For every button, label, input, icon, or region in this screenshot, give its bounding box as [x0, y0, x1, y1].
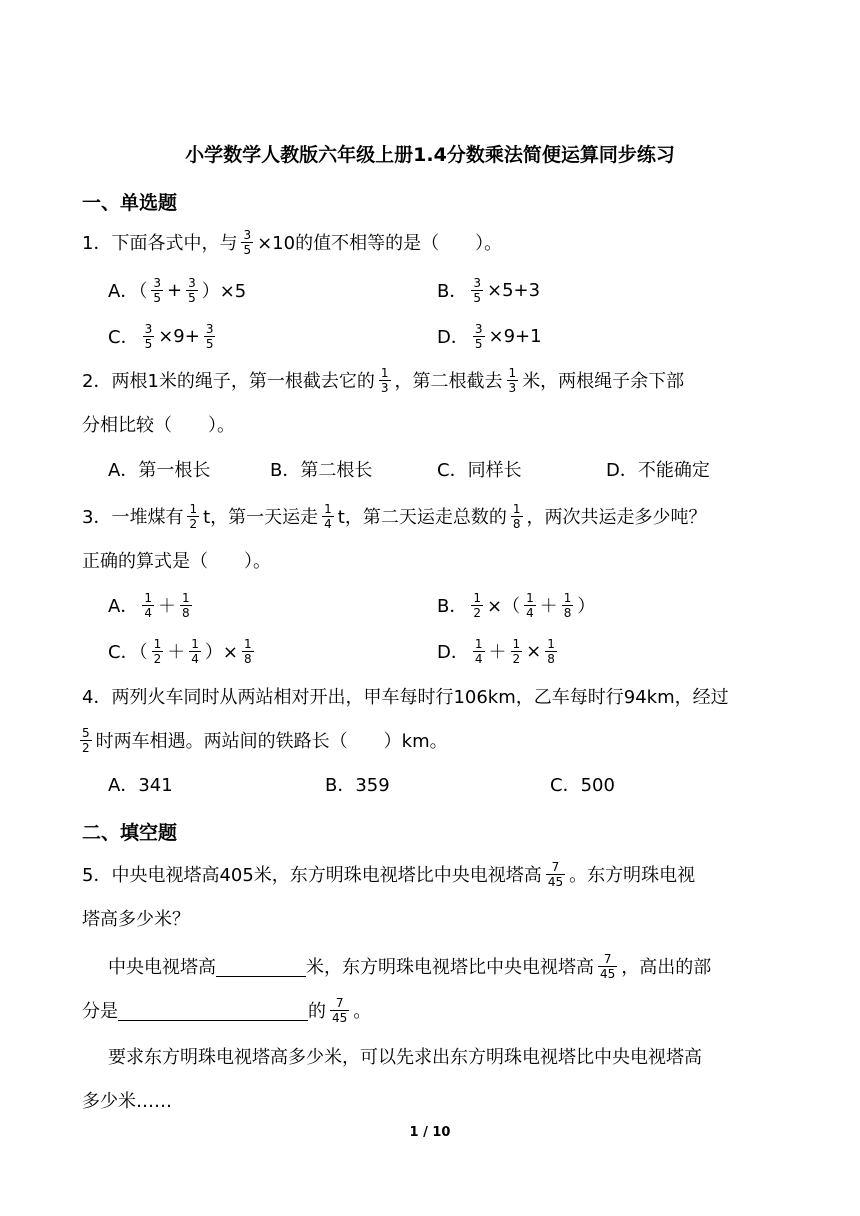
- question-5-hint-1: 中央电视塔高 米，东方明珠电视塔比中央电视塔高 $\frac{7}{45}$ ，高出的部: [108, 951, 712, 981]
- option-3d[interactable]: D． $\frac{1}{4}$ ＋ $\frac{1}{2}$ × $\frac{1}{8}$: [437, 636, 555, 666]
- fraction: $\frac{1}{8}$: [547, 636, 555, 666]
- answer-blank[interactable]: [118, 1000, 308, 1021]
- fraction: $\frac{3}{5}$: [188, 275, 196, 305]
- section-heading-fill-blank: 二、填空题: [82, 822, 178, 844]
- option-4b[interactable]: B．359: [325, 775, 390, 796]
- question-5-stem: 5．中央电视塔高405米，东方明珠电视塔比中央电视塔高 $\frac{7}{45}$ 。东方明珠电视: [82, 859, 696, 889]
- option-1a[interactable]: A．（ $\frac{3}{5}$ + $\frac{3}{5}$ ）×5: [108, 275, 247, 305]
- fraction: $\frac{1}{3}$: [508, 365, 517, 395]
- fraction: $\frac{1}{8}$: [181, 590, 190, 620]
- option-2c[interactable]: C．同样长: [437, 460, 522, 481]
- fraction: $\frac{1}{4}$: [191, 636, 199, 666]
- answer-blank[interactable]: [216, 956, 306, 977]
- option-4a[interactable]: A．341: [108, 775, 173, 796]
- question-4-stem: 4．两列火车同时从两站相对开出，甲车每时行106km，乙车每时行94km，经过: [82, 687, 729, 708]
- fraction: $\frac{1}{4}$: [144, 590, 152, 620]
- question-5-hint-2: 分是 的 $\frac{7}{45}$ 。: [82, 995, 372, 1025]
- fraction: $\frac{1}{4}$: [526, 590, 534, 620]
- fraction: $\frac{1}{8}$: [243, 636, 252, 666]
- fraction: $\frac{3}{5}$: [243, 227, 252, 257]
- option-3b[interactable]: B． $\frac{1}{2}$ ×（ $\frac{1}{4}$ ＋ $\frac{1}{8}$ ）: [437, 590, 596, 620]
- option-4c[interactable]: C．500: [550, 775, 615, 796]
- fraction: $\frac{3}{5}$: [144, 321, 153, 351]
- option-1d[interactable]: D． $\frac{3}{5}$ ×9+1: [437, 321, 542, 351]
- question-4-stem-cont: $\frac{5}{2}$ 时两车相遇。两站间的铁路长（ ）km。: [82, 725, 448, 755]
- fraction: $\frac{1}{3}$: [380, 365, 389, 395]
- question-3-stem-cont: 正确的算式是（ ）。: [82, 551, 271, 572]
- option-1c[interactable]: C． $\frac{3}{5}$ ×9+ $\frac{3}{5}$: [108, 321, 214, 351]
- fraction: $\frac{3}{5}$: [205, 321, 214, 351]
- fraction: $\frac{1}{8}$: [512, 501, 521, 531]
- option-3c[interactable]: C．（ $\frac{1}{2}$ ＋ $\frac{1}{4}$ ）× $\frac{1}{8}$: [108, 636, 252, 666]
- section-heading-single-choice: 一、单选题: [82, 192, 178, 214]
- option-1b[interactable]: B． $\frac{3}{5}$ ×5+3: [437, 275, 541, 305]
- fraction: $\frac{5}{2}$: [82, 725, 90, 755]
- fraction: $\frac{1}{4}$: [324, 501, 332, 531]
- option-2d[interactable]: D．不能确定: [606, 460, 710, 481]
- fraction: $\frac{7}{45}$: [600, 951, 616, 981]
- question-1-stem: [82, 222, 502, 262]
- fraction: $\frac{1}{2}$: [473, 590, 481, 620]
- question-5-stem-cont: 塔高多少米？: [82, 909, 190, 930]
- question-2-stem: 2．两根1米的绳子，第一根截去它的 $\frac{1}{3}$ ，第二根截去 $\frac{1}{3}$ 米，两根绳子余下部: [82, 365, 685, 395]
- question-5-hint-3-cont: 多少米……: [82, 1091, 172, 1112]
- fraction: $\frac{1}{2}$: [189, 501, 198, 531]
- fraction: $\frac{1}{8}$: [563, 590, 572, 620]
- fraction: $\frac{3}{5}$: [153, 275, 161, 305]
- question-2-stem-cont: 分相比较（ ）。: [82, 415, 235, 436]
- fraction: $\frac{1}{2}$: [512, 636, 521, 666]
- fraction: $\frac{7}{45}$: [547, 859, 564, 889]
- fraction: $\frac{1}{4}$: [474, 636, 483, 666]
- page-number: 1 / 10: [409, 1125, 451, 1140]
- q1-text-b: ×10的值不相等的是（ ）。: [257, 233, 503, 254]
- fraction: $\frac{1}{2}$: [153, 636, 162, 666]
- option-2b[interactable]: B．第二根长: [270, 460, 373, 481]
- question-3-stem: 3．一堆煤有 $\frac{1}{2}$ t，第一天运走 $\frac{1}{4}$ t，第二天运走总数的 $\frac{1}{8}$ ，两次共运走多少吨？: [82, 501, 707, 531]
- fraction: $\frac{3}{5}$: [473, 275, 481, 305]
- page-title: 小学数学人教版六年级上册1.4分数乘法简便运算同步练习: [185, 144, 675, 166]
- option-2a[interactable]: A．第一根长: [108, 460, 211, 481]
- fraction: $\frac{7}{45}$: [332, 995, 348, 1025]
- option-3a[interactable]: A． $\frac{1}{4}$ ＋ $\frac{1}{8}$: [108, 590, 190, 620]
- question-5-hint-3: 要求东方明珠电视塔高多少米，可以先求出东方明珠电视塔比中央电视塔高: [108, 1047, 702, 1068]
- fraction: $\frac{3}{5}$: [474, 321, 483, 351]
- q1-text-a: 1．下面各式中，与: [82, 233, 238, 254]
